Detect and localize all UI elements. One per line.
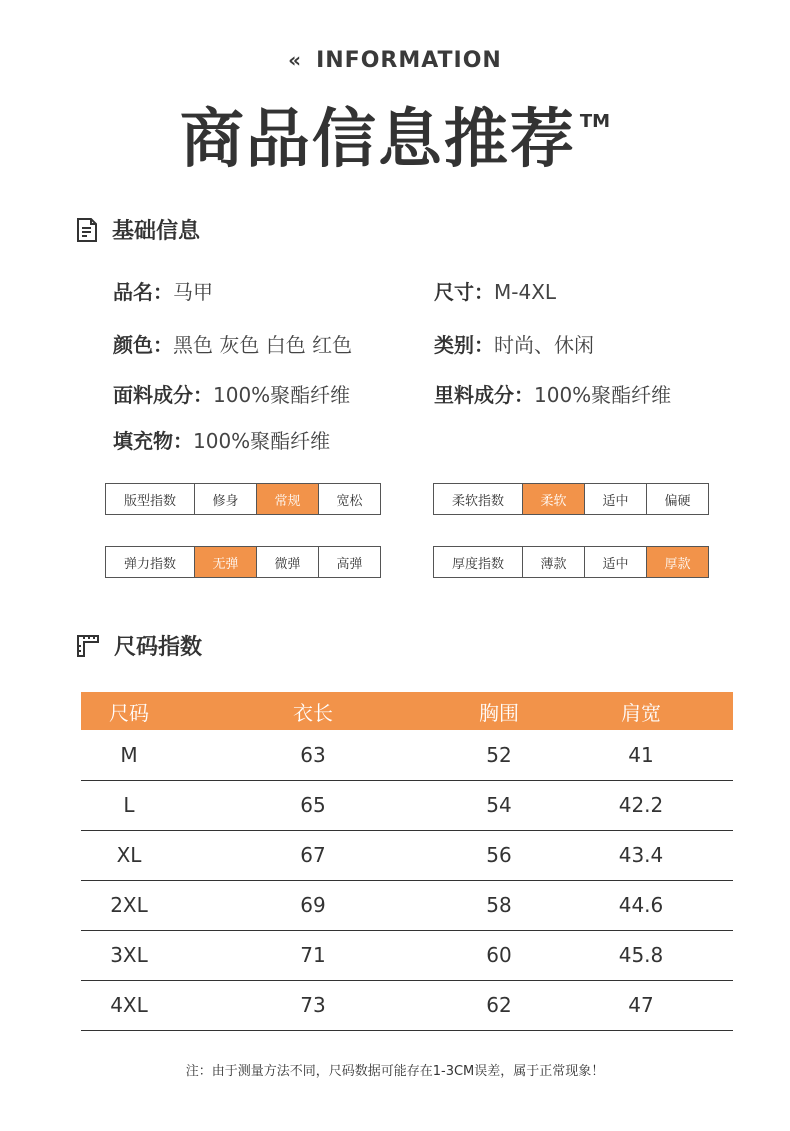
info-value: 100%聚酯纤维 <box>534 383 672 407</box>
cell: 73 <box>177 980 449 1030</box>
cell: 69 <box>177 880 449 930</box>
index-label: 弹力指数 <box>123 556 176 572</box>
index-option-selected: 柔软 <box>522 484 584 514</box>
double-chevron-left-icon: « <box>288 48 303 72</box>
col-chest: 胸围 <box>449 692 549 730</box>
index-elasticity <box>105 546 381 578</box>
cell: 43.4 <box>549 830 733 880</box>
ruler-icon <box>76 634 100 658</box>
index-thickness <box>433 546 709 578</box>
cell: 56 <box>449 830 549 880</box>
cell: 63 <box>177 730 449 780</box>
info-value: 黑色 灰色 白色 红色 <box>173 333 353 357</box>
cell: 67 <box>177 830 449 880</box>
cell: 71 <box>177 930 449 980</box>
index-option: 薄款 <box>522 547 584 577</box>
table-row <box>81 930 733 980</box>
header-subtitle <box>0 48 790 73</box>
info-key: 填充物： <box>113 429 193 453</box>
subtitle-text: INFORMATION <box>316 48 502 73</box>
table-row <box>81 780 733 830</box>
info-value: 时尚、休闲 <box>494 333 594 357</box>
page-title <box>0 88 790 180</box>
cell: 60 <box>449 930 549 980</box>
info-key: 尺寸： <box>434 280 494 304</box>
index-option-selected: 厚款 <box>646 547 708 577</box>
index-label: 柔软指数 <box>451 493 504 509</box>
info-key: 类别： <box>434 333 494 357</box>
info-product-name <box>113 276 213 305</box>
index-label: 版型指数 <box>123 493 176 509</box>
table-row <box>81 830 733 880</box>
info-key: 面料成分： <box>113 383 213 407</box>
cell: 4XL <box>81 980 177 1030</box>
info-key: 品名： <box>113 280 173 304</box>
info-color <box>113 329 352 358</box>
info-value: M-4XL <box>494 280 557 304</box>
info-value: 100%聚酯纤维 <box>213 383 351 407</box>
index-fit <box>105 483 381 515</box>
page-title-text: 商品信息推荐 <box>179 103 576 177</box>
cell: XL <box>81 830 177 880</box>
trademark-mark: TM <box>579 111 611 132</box>
cell: 58 <box>449 880 549 930</box>
cell: 41 <box>549 730 733 780</box>
col-length: 衣长 <box>177 692 449 730</box>
table-row <box>81 980 733 1030</box>
info-filling <box>113 425 330 454</box>
index-option: 微弹 <box>256 547 318 577</box>
cell: 54 <box>449 780 549 830</box>
cell: M <box>81 730 177 780</box>
cell: 42.2 <box>549 780 733 830</box>
cell: 65 <box>177 780 449 830</box>
basic-info-heading-text: 基础信息 <box>112 219 201 244</box>
info-value: 100%聚酯纤维 <box>193 429 331 453</box>
cell: 3XL <box>81 930 177 980</box>
index-softness <box>433 483 709 515</box>
index-option: 修身 <box>194 484 256 514</box>
size-table-header <box>81 692 733 730</box>
cell: 52 <box>449 730 549 780</box>
cell: 47 <box>549 980 733 1030</box>
index-label: 厚度指数 <box>451 556 504 572</box>
index-option: 适中 <box>584 484 646 514</box>
info-fabric <box>113 379 350 408</box>
index-option: 适中 <box>584 547 646 577</box>
index-option: 偏硬 <box>646 484 708 514</box>
size-index-heading <box>76 630 202 661</box>
info-size <box>434 276 556 305</box>
size-index-heading-text: 尺码指数 <box>114 635 203 660</box>
info-key: 颜色： <box>113 333 173 357</box>
info-key: 里料成分： <box>434 383 534 407</box>
col-shoulder: 肩宽 <box>549 692 733 730</box>
cell: 44.6 <box>549 880 733 930</box>
info-category <box>434 329 594 358</box>
cell: L <box>81 780 177 830</box>
cell: 2XL <box>81 880 177 930</box>
info-value: 马甲 <box>173 280 213 304</box>
basic-info-heading <box>76 214 200 245</box>
index-option: 高弹 <box>318 547 380 577</box>
measurement-note: 注：由于测量方法不同，尺码数据可能存在1-3CM误差，属于正常现象！ <box>185 1064 605 1079</box>
document-icon <box>76 217 98 243</box>
index-option-selected: 常规 <box>256 484 318 514</box>
index-option-selected: 无弹 <box>194 547 256 577</box>
table-row <box>81 880 733 930</box>
index-option: 宽松 <box>318 484 380 514</box>
info-lining <box>434 379 671 408</box>
cell: 62 <box>449 980 549 1030</box>
col-size: 尺码 <box>81 692 177 730</box>
size-table <box>81 692 733 1031</box>
cell: 45.8 <box>549 930 733 980</box>
table-row <box>81 730 733 780</box>
